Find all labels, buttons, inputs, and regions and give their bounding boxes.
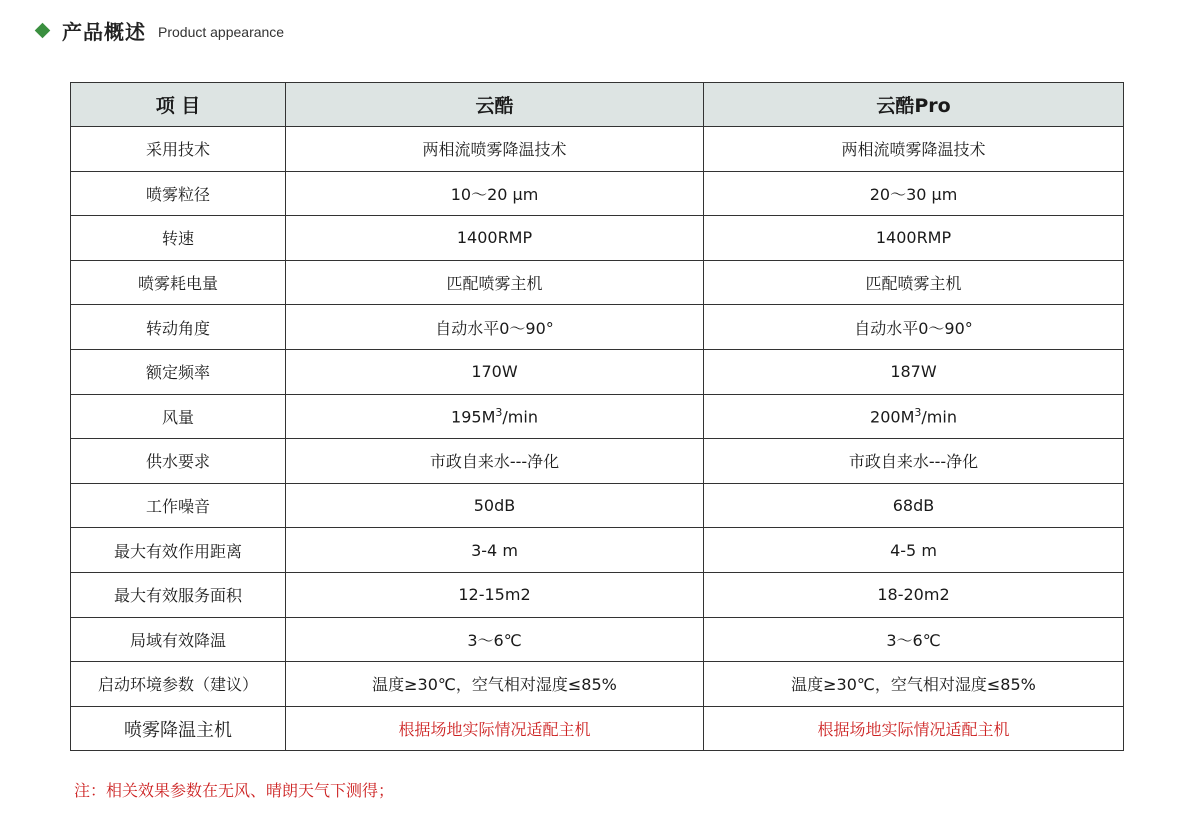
table-row [71, 216, 1124, 261]
value-yunku-pro: 自动水平0～90° [704, 305, 1124, 350]
row-label: 转动角度 [71, 305, 286, 350]
table-row [71, 572, 1124, 617]
column-header-yunku-pro: 云酷Pro [704, 83, 1124, 127]
row-label: 工作噪音 [71, 483, 286, 528]
row-label: 转速 [71, 216, 286, 261]
airflow-value: 200M [870, 407, 915, 427]
table-row [71, 127, 1124, 172]
row-label: 最大有效作用距离 [71, 528, 286, 573]
value-yunku-pro-highlight: 根据场地实际情况适配主机 [704, 706, 1124, 751]
value-yunku: 两相流喷雾降温技术 [286, 127, 704, 172]
value-yunku: 温度≥30℃，空气相对湿度≤85% [286, 662, 704, 707]
value-yunku-pro: 两相流喷雾降温技术 [704, 127, 1124, 172]
row-label: 供水要求 [71, 439, 286, 484]
section-heading [34, 16, 284, 44]
section-title: 产品概述 [62, 19, 146, 44]
value-yunku: 3～6℃ [286, 617, 704, 662]
table-row [71, 483, 1124, 528]
value-yunku-pro: 1400RMP [704, 216, 1124, 261]
row-label: 最大有效服务面积 [71, 572, 286, 617]
table-row [71, 706, 1124, 751]
table-row [71, 662, 1124, 707]
value-yunku [286, 394, 704, 439]
value-yunku: 50dB [286, 483, 704, 528]
value-yunku-pro: 68dB [704, 483, 1124, 528]
superscript-exponent: 3 [914, 406, 922, 420]
table-row [71, 260, 1124, 305]
value-yunku-pro: 市政自来水---净化 [704, 439, 1124, 484]
row-label: 采用技术 [71, 127, 286, 172]
value-yunku-pro: 温度≥30℃，空气相对湿度≤85% [704, 662, 1124, 707]
footnote: 注：相关效果参数在无风、晴朗天气下测得； [74, 781, 395, 800]
airflow-value: 195M [451, 407, 496, 427]
value-yunku-pro: 4-5 m [704, 528, 1124, 573]
value-yunku: 10～20 μm [286, 171, 704, 216]
table-row [71, 439, 1124, 484]
row-label: 风量 [71, 394, 286, 439]
table-row [71, 617, 1124, 662]
table-row [71, 305, 1124, 350]
row-label: 喷雾降温主机 [71, 706, 286, 751]
value-yunku-pro: 187W [704, 349, 1124, 394]
value-yunku: 12-15m2 [286, 572, 704, 617]
airflow-unit: /min [502, 407, 538, 427]
diamond-bullet-icon [35, 22, 51, 38]
value-yunku-pro [704, 394, 1124, 439]
airflow-unit: /min [921, 407, 957, 427]
value-yunku: 1400RMP [286, 216, 704, 261]
value-yunku: 市政自来水---净化 [286, 439, 704, 484]
value-yunku: 自动水平0～90° [286, 305, 704, 350]
section-subtitle: Product appearance [158, 23, 285, 40]
row-label: 启动环境参数（建议） [71, 662, 286, 707]
table-row [71, 171, 1124, 216]
table-header-row [71, 83, 1124, 127]
value-yunku: 170W [286, 349, 704, 394]
value-yunku-highlight: 根据场地实际情况适配主机 [286, 706, 704, 751]
row-label: 喷雾耗电量 [71, 260, 286, 305]
column-header-yunku: 云酷 [286, 83, 704, 127]
row-label: 额定频率 [71, 349, 286, 394]
value-yunku: 3-4 m [286, 528, 704, 573]
value-yunku-pro: 3～6℃ [704, 617, 1124, 662]
spec-table [70, 82, 1124, 751]
value-yunku-pro: 匹配喷雾主机 [704, 260, 1124, 305]
value-yunku: 匹配喷雾主机 [286, 260, 704, 305]
value-yunku-pro: 20～30 μm [704, 171, 1124, 216]
table-row [71, 349, 1124, 394]
column-header-item: 项 目 [71, 83, 286, 127]
value-yunku-pro: 18-20m2 [704, 572, 1124, 617]
row-label: 局域有效降温 [71, 617, 286, 662]
superscript-exponent: 3 [495, 406, 503, 420]
table-row [71, 394, 1124, 439]
row-label: 喷雾粒径 [71, 171, 286, 216]
table-row [71, 528, 1124, 573]
